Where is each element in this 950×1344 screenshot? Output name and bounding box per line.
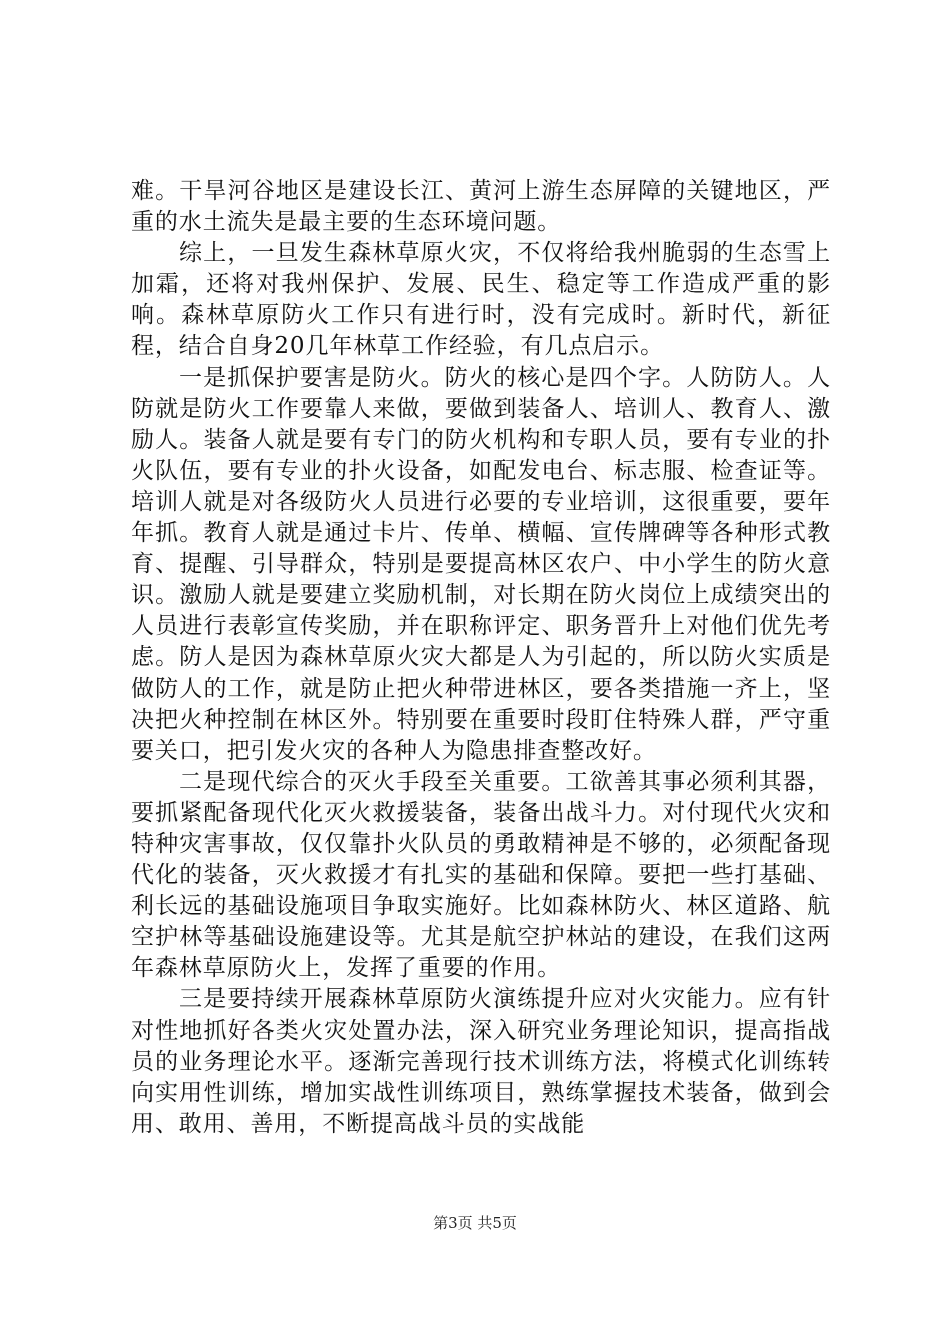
paragraph-continuation: 难。干旱河谷地区是建设长江、黄河上游生态屏障的关键地区，严重的水土流失是最主要的生态环境问题。 xyxy=(131,178,831,236)
paragraph-point-two: 二是现代综合的灭火手段至关重要。工欲善其事必须利其器，要抓紧配备现代化灭火救援装备，装备出战斗力。对付现代火灾和特种灾害事故，仅仅靠扑火队员的勇敢精神是不够的，必须配备现代化的装备，灭火救援才有扎实的基础和保障。要把一些打基础、利长远的基础设施项目争取实施好。比如森林防火、林区道路、航空护林等基础设施建设等。尤其是航空护林站的建设，在我们这两年森林草原防火上，发挥了重要的作用。 xyxy=(131,768,831,982)
document-body xyxy=(131,176,831,1140)
paragraph-summary: 综上，一旦发生森林草原火灾，不仅将给我州脆弱的生态雪上加霜，还将对我州保护、发展、民生、稳定等工作造成严重的影响。森林草原防火工作只有进行时，没有完成时。新时代，新征程，结合自身20几年林草工作经验，有几点启示。 xyxy=(131,240,831,360)
paragraph-point-three: 三是要持续开展森林草原防火演练提升应对火灾能力。应有针对性地抓好各类火灾处置办法，深入研究业务理论知识，提高指战员的业务理论水平。逐渐完善现行技术训练方法，将模式化训练转向实用性训练，增加实战性训练项目，熟练掌握技术装备，做到会用、敢用、善用，不断提高战斗员的实战能 xyxy=(131,986,831,1137)
page-number-footer: 第3页 共5页 xyxy=(433,1214,517,1232)
paragraph-point-one: 一是抓保护要害是防火。防火的核心是四个字。人防防人。人防就是防火工作要靠人来做，要做到装备人、培训人、教育人、激励人。装备人就是要有专门的防火机构和专职人员，要有专业的扑火队伍，要有专业的扑火设备，如配发电台、标志服、检查证等。培训人就是对各级防火人员进行必要的专业培训，这很重要，要年年抓。教育人就是通过卡片、传单、横幅、宣传牌碑等各种形式教育、提醒、引导群众，特别是要提高林区农户、中小学生的防火意识。激励人就是要建立奖励机制，对长期在防火岗位上成绩突出的人员进行表彰宣传奖励，并在职称评定、职务晋升上对他们优先考虑。防人是因为森林草原火灾大都是人为引起的，所以防火实质是做防人的工作，就是防止把火种带进林区，要各类措施一齐上，坚决把火种控制在林区外。特别要在重要时段盯住特殊人群，严守重要关口，把引发火灾的各种人为隐患排查整改好。 xyxy=(131,364,831,764)
